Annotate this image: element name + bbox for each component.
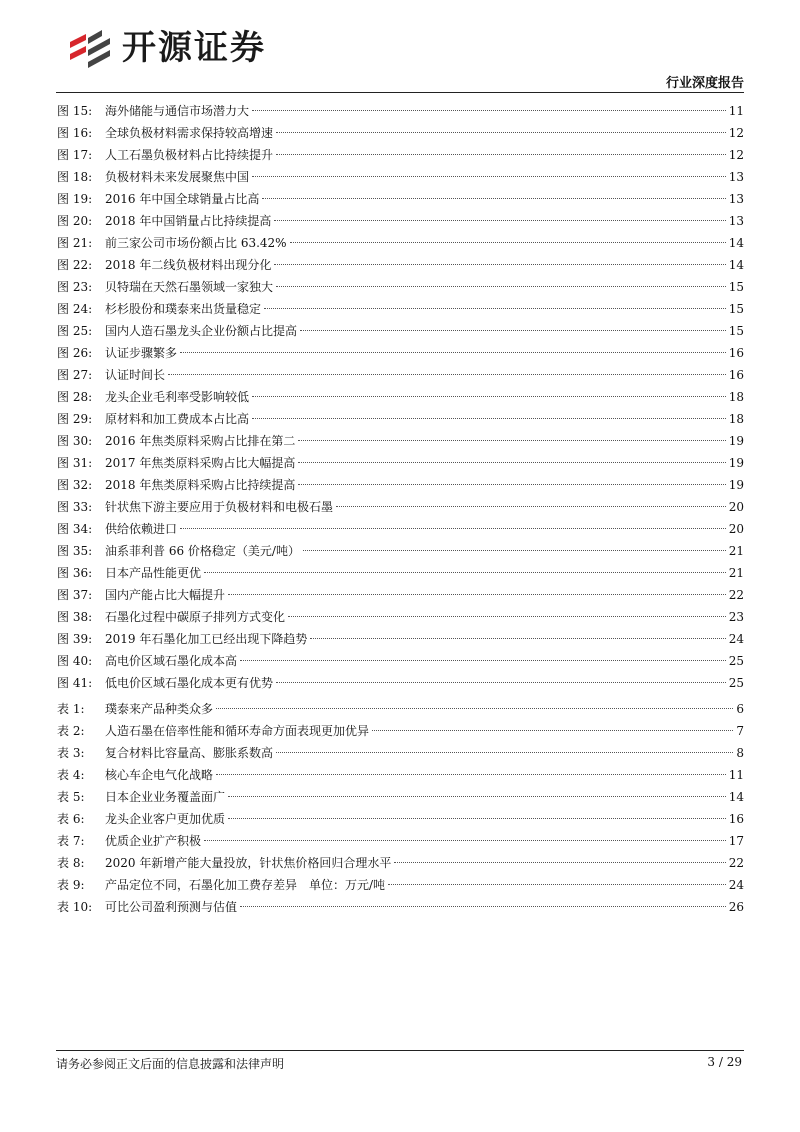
figure-entry-title: 人工石墨负极材料占比持续提升 bbox=[105, 148, 274, 162]
figure-entry-label: 图 35: bbox=[57, 544, 93, 558]
figure-entry-page: 18 bbox=[728, 412, 744, 426]
figure-entry-label: 图 38: bbox=[57, 610, 93, 624]
dot-leader bbox=[276, 682, 726, 683]
figure-index bbox=[57, 100, 744, 694]
dot-leader bbox=[240, 660, 726, 661]
dot-leader bbox=[276, 154, 726, 155]
table-entry-label: 表 4: bbox=[57, 768, 85, 782]
figure-entry-label: 图 18: bbox=[57, 170, 93, 184]
table-entry-title: 产品定位不同，石墨化加工费存差异 单位：万元/吨 bbox=[105, 878, 386, 892]
figure-entry-label: 图 36: bbox=[57, 566, 93, 580]
figure-entry-page: 21 bbox=[728, 566, 744, 580]
figure-entry-label: 图 16: bbox=[57, 126, 93, 140]
table-entry[interactable] bbox=[57, 874, 744, 896]
figure-entry[interactable] bbox=[57, 232, 744, 254]
figure-entry-title: 2018 年焦类原料采购占比持续提高 bbox=[105, 478, 296, 492]
table-entry-title: 复合材料比容量高、膨胀系数高 bbox=[105, 746, 274, 760]
figure-entry-label: 图 25: bbox=[57, 324, 93, 338]
figure-entry-title: 低电价区域石墨化成本更有优势 bbox=[105, 676, 274, 690]
figure-entry-label: 图 41: bbox=[57, 676, 93, 690]
dot-leader bbox=[252, 418, 726, 419]
figure-entry-page: 25 bbox=[728, 654, 744, 668]
dot-leader bbox=[276, 752, 733, 753]
figure-entry-page: 18 bbox=[728, 390, 744, 404]
dot-leader bbox=[276, 286, 726, 287]
table-entry-label: 表 5: bbox=[57, 790, 85, 804]
figure-entry-title: 贝特瑞在天然石墨领域一家独大 bbox=[105, 280, 274, 294]
figure-entry-label: 图 37: bbox=[57, 588, 93, 602]
figure-entry-page: 19 bbox=[728, 456, 744, 470]
table-entry-title: 璞泰来产品种类众多 bbox=[105, 702, 214, 716]
table-entry-label: 表 7: bbox=[57, 834, 85, 848]
dot-leader bbox=[180, 352, 726, 353]
figure-entry-label: 图 30: bbox=[57, 434, 93, 448]
figure-entry[interactable] bbox=[57, 188, 744, 210]
figure-entry-page: 12 bbox=[728, 148, 744, 162]
brand-logo bbox=[66, 24, 306, 72]
figure-entry-title: 石墨化过程中碳原子排列方式变化 bbox=[105, 610, 286, 624]
figure-entry-label: 图 19: bbox=[57, 192, 93, 206]
dot-leader bbox=[394, 862, 725, 863]
dot-leader bbox=[336, 506, 726, 507]
figure-entry-title: 负极材料未来发展聚焦中国 bbox=[105, 170, 250, 184]
figure-entry-label: 图 29: bbox=[57, 412, 93, 426]
figure-entry[interactable] bbox=[57, 474, 744, 496]
table-entry-title: 龙头企业客户更加优质 bbox=[105, 812, 226, 826]
figure-entry-label: 图 23: bbox=[57, 280, 93, 294]
table-entry-page: 8 bbox=[736, 746, 744, 760]
figure-entry-page: 19 bbox=[728, 434, 744, 448]
figure-entry[interactable] bbox=[57, 144, 744, 166]
figure-entry-title: 2016 年焦类原料采购占比排在第二 bbox=[105, 434, 296, 448]
table-entry-page: 26 bbox=[728, 900, 744, 914]
figure-entry-page: 15 bbox=[728, 280, 744, 294]
figure-entry-label: 图 40: bbox=[57, 654, 93, 668]
figure-entry-title: 日本产品性能更优 bbox=[105, 566, 202, 580]
figure-entry[interactable] bbox=[57, 650, 744, 672]
table-entry-label: 表 3: bbox=[57, 746, 85, 760]
table-entry-title: 优质企业扩产积极 bbox=[105, 834, 202, 848]
figure-entry-page: 20 bbox=[728, 522, 744, 536]
figure-entry-title: 2019 年石墨化加工已经出现下降趋势 bbox=[105, 632, 308, 646]
table-entry[interactable] bbox=[57, 830, 744, 852]
dot-leader bbox=[168, 374, 726, 375]
figure-entry-title: 油系菲利普 66 价格稳定（美元/吨） bbox=[105, 544, 300, 558]
figure-entry-title: 认证步骤繁多 bbox=[105, 346, 178, 360]
dot-leader bbox=[298, 484, 725, 485]
figure-entry-label: 图 20: bbox=[57, 214, 93, 228]
figure-entry-page: 13 bbox=[728, 214, 744, 228]
figure-entry-title: 针状焦下游主要应用于负极材料和电极石墨 bbox=[105, 500, 334, 514]
figure-entry-title: 供给依赖进口 bbox=[105, 522, 178, 536]
table-entry-title: 可比公司盈利预测与估值 bbox=[105, 900, 238, 914]
figure-entry-title: 2016 年中国全球销量占比高 bbox=[105, 192, 260, 206]
table-entry-page: 11 bbox=[728, 768, 744, 782]
table-entry-label: 表 2: bbox=[57, 724, 85, 738]
figure-entry-title: 国内人造石墨龙头企业份额占比提高 bbox=[105, 324, 298, 338]
dot-leader bbox=[300, 330, 726, 331]
figure-entry[interactable] bbox=[57, 298, 744, 320]
table-entry-page: 16 bbox=[728, 812, 744, 826]
figure-entry-page: 25 bbox=[728, 676, 744, 690]
table-entry[interactable] bbox=[57, 720, 744, 742]
figure-entry[interactable] bbox=[57, 320, 744, 342]
figure-entry[interactable] bbox=[57, 672, 744, 694]
figure-entry[interactable] bbox=[57, 606, 744, 628]
figure-entry-label: 图 24: bbox=[57, 302, 93, 316]
dot-leader bbox=[288, 616, 726, 617]
report-type-label: 行业深度报告 bbox=[665, 76, 744, 91]
figure-entry-page: 14 bbox=[728, 236, 744, 250]
figure-entry-label: 图 27: bbox=[57, 368, 93, 382]
figure-entry-label: 图 26: bbox=[57, 346, 93, 360]
dot-leader bbox=[274, 220, 725, 221]
figure-entry-label: 图 31: bbox=[57, 456, 93, 470]
dot-leader bbox=[310, 638, 725, 639]
table-entry-label: 表 9: bbox=[57, 878, 85, 892]
figure-entry[interactable] bbox=[57, 364, 744, 386]
dot-leader bbox=[180, 528, 726, 529]
dot-leader bbox=[252, 396, 726, 397]
figure-entry-title: 前三家公司市场份额占比 63.42% bbox=[105, 236, 287, 250]
figure-entry-page: 19 bbox=[728, 478, 744, 492]
figure-entry[interactable] bbox=[57, 452, 744, 474]
figure-entry[interactable] bbox=[57, 210, 744, 232]
figure-entry[interactable] bbox=[57, 540, 744, 562]
table-entry-title: 2020 年新增产能大量投放，针状焦价格回归合理水平 bbox=[105, 856, 392, 870]
figure-entry-page: 12 bbox=[728, 126, 744, 140]
figure-entry[interactable] bbox=[57, 408, 744, 430]
table-entry-label: 表 8: bbox=[57, 856, 85, 870]
figure-entry-page: 22 bbox=[728, 588, 744, 602]
figure-entry-page: 11 bbox=[728, 104, 744, 118]
figure-entry-title: 高电价区域石墨化成本高 bbox=[105, 654, 238, 668]
table-entry[interactable] bbox=[57, 742, 744, 764]
figure-entry-page: 13 bbox=[728, 170, 744, 184]
figure-entry-label: 图 21: bbox=[57, 236, 93, 250]
figure-entry-label: 图 32: bbox=[57, 478, 93, 492]
table-entry-page: 22 bbox=[728, 856, 744, 870]
dot-leader bbox=[252, 110, 726, 111]
table-entry-title: 人造石墨在倍率性能和循环寿命方面表现更加优异 bbox=[105, 724, 370, 738]
dot-leader bbox=[228, 594, 726, 595]
table-entry-label: 表 6: bbox=[57, 812, 85, 826]
dot-leader bbox=[228, 818, 726, 819]
table-entry-page: 17 bbox=[728, 834, 744, 848]
footer-disclaimer: 请务必参阅正文后面的信息披露和法律声明 bbox=[56, 1057, 285, 1071]
table-entry-page: 14 bbox=[728, 790, 744, 804]
figure-entry-page: 21 bbox=[728, 544, 744, 558]
dot-leader bbox=[216, 774, 726, 775]
figure-entry-title: 2018 年二线负极材料出现分化 bbox=[105, 258, 272, 272]
figure-entry-title: 2017 年焦类原料采购占比大幅提高 bbox=[105, 456, 296, 470]
figure-entry[interactable] bbox=[57, 166, 744, 188]
table-entry[interactable] bbox=[57, 808, 744, 830]
table-entry-page: 7 bbox=[736, 724, 744, 738]
figure-entry-title: 杉杉股份和璞泰来出货量稳定 bbox=[105, 302, 262, 316]
table-entry[interactable] bbox=[57, 852, 744, 874]
dot-leader bbox=[228, 796, 726, 797]
dot-leader bbox=[274, 264, 725, 265]
figure-entry-page: 16 bbox=[728, 368, 744, 382]
dot-leader bbox=[240, 906, 726, 907]
figure-entry-label: 图 28: bbox=[57, 390, 93, 404]
figure-entry-label: 图 22: bbox=[57, 258, 93, 272]
figure-entry-label: 图 34: bbox=[57, 522, 93, 536]
table-entry[interactable] bbox=[57, 764, 744, 786]
table-entry-label: 表 1: bbox=[57, 702, 85, 716]
dot-leader bbox=[298, 462, 725, 463]
figure-entry[interactable] bbox=[57, 276, 744, 298]
figure-entry[interactable] bbox=[57, 100, 744, 122]
dot-leader bbox=[204, 572, 726, 573]
table-index bbox=[57, 698, 744, 918]
table-entry-page: 24 bbox=[728, 878, 744, 892]
table-entry-page: 6 bbox=[736, 702, 744, 716]
table-entry-label: 表 10: bbox=[57, 900, 93, 914]
dot-leader bbox=[264, 308, 726, 309]
table-entry-title: 核心车企电气化战略 bbox=[105, 768, 214, 782]
figure-entry-page: 20 bbox=[728, 500, 744, 514]
table-entry-title: 日本企业业务覆盖面广 bbox=[105, 790, 226, 804]
figure-entry[interactable] bbox=[57, 518, 744, 540]
figure-entry-page: 16 bbox=[728, 346, 744, 360]
figure-entry-label: 图 33: bbox=[57, 500, 93, 514]
figure-entry-page: 13 bbox=[728, 192, 744, 206]
dot-leader bbox=[388, 884, 726, 885]
figure-entry-page: 23 bbox=[728, 610, 744, 624]
figure-entry-label: 图 39: bbox=[57, 632, 93, 646]
figure-entry-title: 国内产能占比大幅提升 bbox=[105, 588, 226, 602]
page-number: 3 / 29 bbox=[707, 1055, 742, 1069]
dot-leader bbox=[252, 176, 726, 177]
figure-entry[interactable] bbox=[57, 430, 744, 452]
table-entry[interactable] bbox=[57, 786, 744, 808]
brand-name: 开源证券 bbox=[122, 28, 266, 68]
figure-entry-title: 原材料和加工费成本占比高 bbox=[105, 412, 250, 426]
dot-leader bbox=[216, 708, 733, 709]
dot-leader bbox=[290, 242, 726, 243]
figure-entry[interactable] bbox=[57, 628, 744, 650]
figure-entry-title: 龙头企业毛利率受影响较低 bbox=[105, 390, 250, 404]
table-entry[interactable] bbox=[57, 698, 744, 720]
dot-leader bbox=[303, 550, 726, 551]
figure-entry[interactable] bbox=[57, 584, 744, 606]
figure-entry[interactable] bbox=[57, 562, 744, 584]
figure-entry-page: 24 bbox=[728, 632, 744, 646]
figure-entry[interactable] bbox=[57, 496, 744, 518]
dot-leader bbox=[276, 132, 726, 133]
figure-entry-label: 图 17: bbox=[57, 148, 93, 162]
figure-entry-page: 15 bbox=[728, 324, 744, 338]
figure-entry[interactable] bbox=[57, 254, 744, 276]
figure-entry-page: 14 bbox=[728, 258, 744, 272]
figure-entry-title: 认证时间长 bbox=[105, 368, 166, 382]
kaiyuan-logo-icon bbox=[66, 24, 116, 72]
footer-divider bbox=[56, 1050, 744, 1051]
figure-entry-title: 全球负极材料需求保持较高增速 bbox=[105, 126, 274, 140]
figure-entry-title: 2018 年中国销量占比持续提高 bbox=[105, 214, 272, 228]
figure-entry[interactable] bbox=[57, 386, 744, 408]
dot-leader bbox=[204, 840, 726, 841]
figure-entry-page: 15 bbox=[728, 302, 744, 316]
dot-leader bbox=[298, 440, 725, 441]
figure-entry[interactable] bbox=[57, 342, 744, 364]
table-entry[interactable] bbox=[57, 896, 744, 918]
dot-leader bbox=[262, 198, 725, 199]
figure-entry[interactable] bbox=[57, 122, 744, 144]
figure-entry-label: 图 15: bbox=[57, 104, 93, 118]
header-divider bbox=[56, 92, 744, 93]
figure-entry-title: 海外储能与通信市场潜力大 bbox=[105, 104, 250, 118]
dot-leader bbox=[372, 730, 733, 731]
